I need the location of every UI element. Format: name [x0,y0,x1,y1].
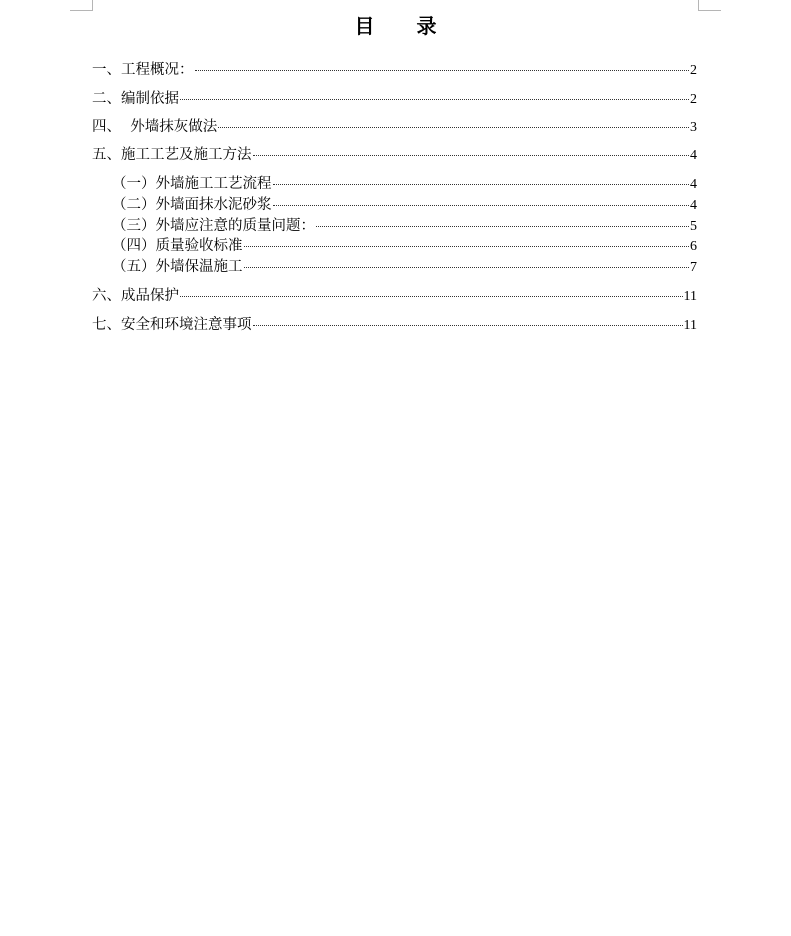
toc-leader-dots [253,325,683,326]
toc-entry-label: 一、工程概况： [92,62,194,78]
toc-leader-dots [244,267,690,268]
toc-entry-page: 4 [690,148,697,163]
toc-subentry[interactable] [112,196,697,214]
toc-entry-label: 六、成品保护 [92,288,179,304]
toc-entry-label: （四）质量验收标准 [112,238,243,254]
toc-subentry[interactable] [112,217,697,235]
toc-subentry[interactable] [112,237,697,255]
toc-entry[interactable] [92,146,697,164]
toc-entry-page: 6 [690,239,697,254]
toc-leader-dots [273,184,690,185]
toc-leader-dots [180,296,683,297]
toc-entry[interactable] [92,90,697,108]
toc-title-right: 录 [416,14,437,38]
toc-entry[interactable] [92,287,697,305]
toc-leader-dots [273,205,690,206]
toc-entry-page: 11 [683,289,697,304]
toc-entry-label: （一）外墙施工工艺流程 [112,176,272,192]
toc-leader-dots [218,127,689,128]
toc-entry-label: 五、施工工艺及施工方法 [92,147,252,163]
toc-entry[interactable] [92,61,697,79]
toc-entry-page: 11 [683,318,697,333]
toc-entry-label: （五）外墙保温施工 [112,259,243,275]
toc-entry-page: 3 [690,120,697,135]
toc-entry-page: 7 [690,260,697,275]
toc-subentry[interactable] [112,258,697,276]
toc-leader-dots [253,155,690,156]
toc-entry-page: 4 [690,198,697,213]
toc-entry-page: 4 [690,177,697,192]
toc-leader-dots [244,246,690,247]
toc-entry-label: 二、编制依据 [92,91,179,107]
toc-entry-label: 四、 外墙抹灰做法 [92,119,218,135]
toc-leader-dots [195,70,690,71]
toc-title-left: 目 [354,14,375,38]
toc-entry[interactable] [92,316,697,334]
toc-leader-dots [180,99,689,100]
toc-title [0,10,791,39]
toc-entry-label: （三）外墙应注意的质量问题： [112,218,315,234]
toc-entry-page: 2 [690,63,697,78]
toc-subentry[interactable] [112,175,697,193]
toc-entry-page: 2 [690,92,697,107]
toc-entry-page: 5 [690,219,697,234]
toc-entry[interactable] [92,118,697,136]
toc-entry-label: 七、安全和环境注意事项 [92,317,252,333]
toc-leader-dots [316,226,689,227]
toc-entry-label: （二）外墙面抹水泥砂浆 [112,197,272,213]
